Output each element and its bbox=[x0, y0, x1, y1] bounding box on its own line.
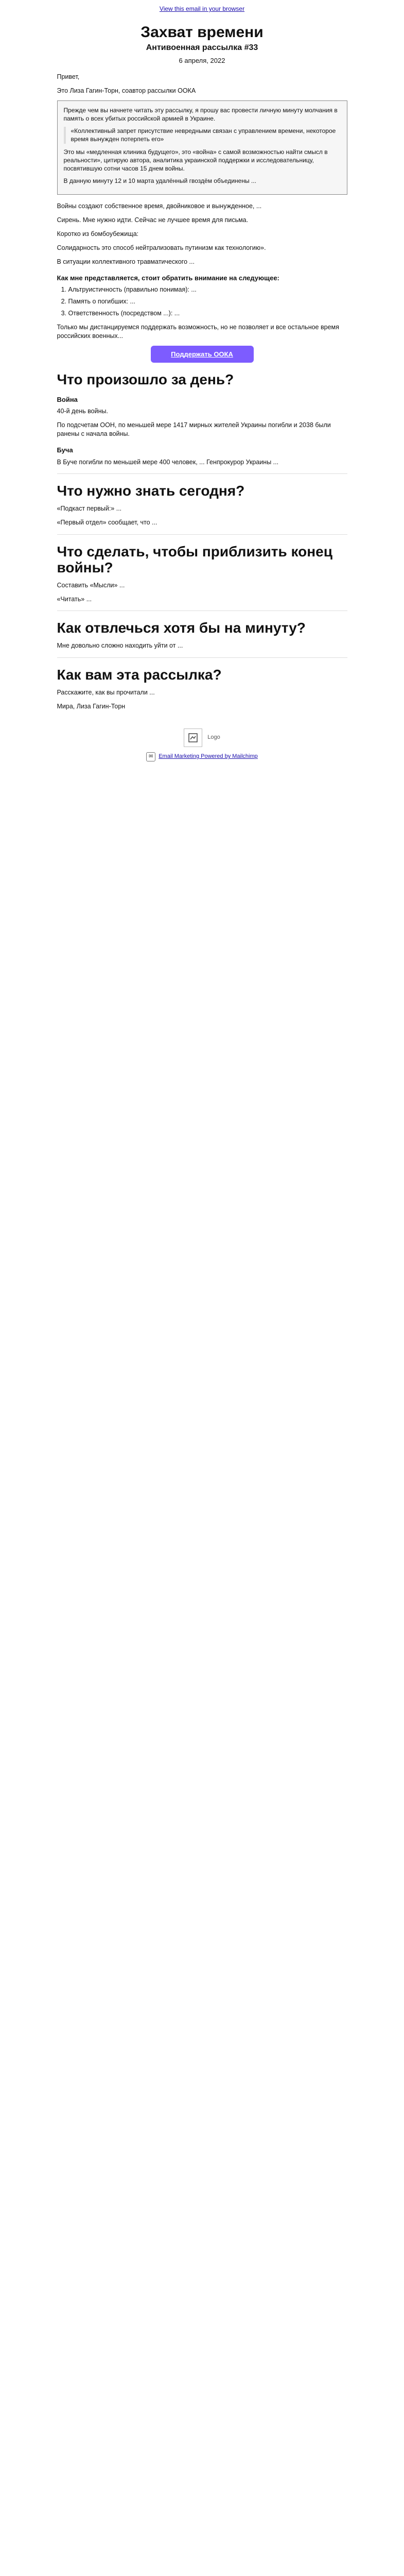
body-paragraph: Только мы дистанцируемся поддержать возможность, но не позволяет и все остальное время российских военных... bbox=[57, 323, 339, 340]
section-block-text: По подсчетам ООН, по меньшей мере 1417 мирных жителей Украины погибли и 2038 были ранены с начала войны. bbox=[57, 421, 331, 438]
header bbox=[48, 16, 357, 73]
section-heading: Что сделать, чтобы приблизить конец войны? bbox=[57, 544, 332, 575]
logo-icon bbox=[184, 728, 202, 747]
numbered-list bbox=[68, 285, 347, 318]
footer bbox=[57, 716, 347, 772]
mailchimp-link[interactable]: Email Marketing Powered by Mailchimp bbox=[159, 753, 258, 760]
content bbox=[48, 73, 357, 772]
mailchimp-icon: ✉ bbox=[146, 752, 155, 761]
footer-logo-row bbox=[57, 728, 347, 747]
section-block-text: «Подкаст первый:» ... bbox=[57, 505, 122, 513]
body-paragraph: Войны создают собственное время, двойниковое и вынужденное, ... bbox=[57, 202, 262, 210]
section-block-title: Буча bbox=[57, 446, 73, 454]
section-block-text: Мне довольно сложно находить уйти от ... bbox=[57, 642, 183, 650]
section-block-text: «Первый отдел» сообщает, что ... bbox=[57, 519, 157, 527]
section-heading: Что нужно знать сегодня? bbox=[57, 483, 245, 499]
section-block-text: 40-й день войны. bbox=[57, 408, 108, 415]
intro-p4: В данную минуту 12 и 10 марта удалённый гвоздём объединены ... bbox=[63, 177, 256, 185]
divider bbox=[57, 473, 347, 474]
author-line: Это Лиза Гагин-Торн, соавтор рассылки ООКА bbox=[57, 87, 196, 94]
list-heading: Как мне представляется, стоит обратить внимание на следующее: bbox=[57, 274, 279, 282]
body-paragraph: Коротко из бомбоубежища: bbox=[57, 230, 139, 238]
divider bbox=[57, 657, 347, 658]
section-block-text: Составить «Мысли» ... bbox=[57, 581, 125, 589]
page bbox=[0, 0, 404, 772]
intro-p1: Прежде чем вы начнете читать эту рассылку, я прошу вас провести личную минуту молчания в память о всех убитых российской армией в Украине. bbox=[63, 106, 338, 122]
body-paragraph: Солидарность это способ нейтрализовать путинизм как технологию». bbox=[57, 244, 266, 251]
intro-quote: «Коллективный запрет присутствие невредными связан с управлением времени, некоторое время вынужден потерпеть его» bbox=[64, 127, 341, 143]
section-block-text: Расскажите, как вы прочитали ... bbox=[57, 688, 155, 696]
list-item: 2. Память о погибших: ... bbox=[68, 297, 347, 306]
logo-text: Logo bbox=[207, 734, 220, 741]
body-paragraph: В ситуации коллективного травматического ... bbox=[57, 258, 195, 265]
view-in-browser-link[interactable]: View this email in your browser bbox=[159, 5, 245, 12]
body-paragraph: Сирень. Мне нужно идти. Сейчас не лучшее время для письма. bbox=[57, 216, 249, 224]
newsletter-date: 6 апреля, 2022 bbox=[179, 57, 225, 64]
list-item: 1. Альтруистичность (правильно понимая): ... bbox=[68, 285, 347, 294]
support-button[interactable]: Поддержать ООКА bbox=[151, 346, 254, 363]
section-heading: Как вам эта рассылка? bbox=[57, 667, 222, 683]
section-block-text: «Читать» ... bbox=[57, 595, 92, 603]
section-heading: Что произошло за день? bbox=[57, 371, 234, 388]
newsletter-title: Захват времени bbox=[140, 24, 264, 41]
greeting: Привет, bbox=[57, 73, 80, 80]
section-block-text: В Буче погибли по меньшей мере 400 человек, ... Генпрокурор Украины ... bbox=[57, 458, 279, 466]
newsletter-subtitle: Антивоенная рассылка #33 bbox=[146, 43, 258, 52]
section-block-title: Война bbox=[57, 395, 78, 403]
section-heading: Как отвлечься хотя бы на минуту? bbox=[57, 620, 306, 636]
browser-link-bar bbox=[0, 0, 404, 16]
signature: Мира, Лиза Гагин-Торн bbox=[57, 702, 126, 710]
intro-box bbox=[57, 100, 347, 195]
email-container bbox=[48, 16, 357, 772]
divider bbox=[57, 534, 347, 535]
list-item: 3. Ответственность (посредством ...): ... bbox=[68, 309, 347, 318]
intro-p3: Это мы «медленная клиника будущего», это «война» с самой возможностью найти смысл в реальности», цитирую автора, аналитика украинской поддержки и исследовательницу, посвятившую сотни часов 15 днем войны. bbox=[63, 148, 328, 172]
mailchimp-row bbox=[146, 752, 258, 761]
